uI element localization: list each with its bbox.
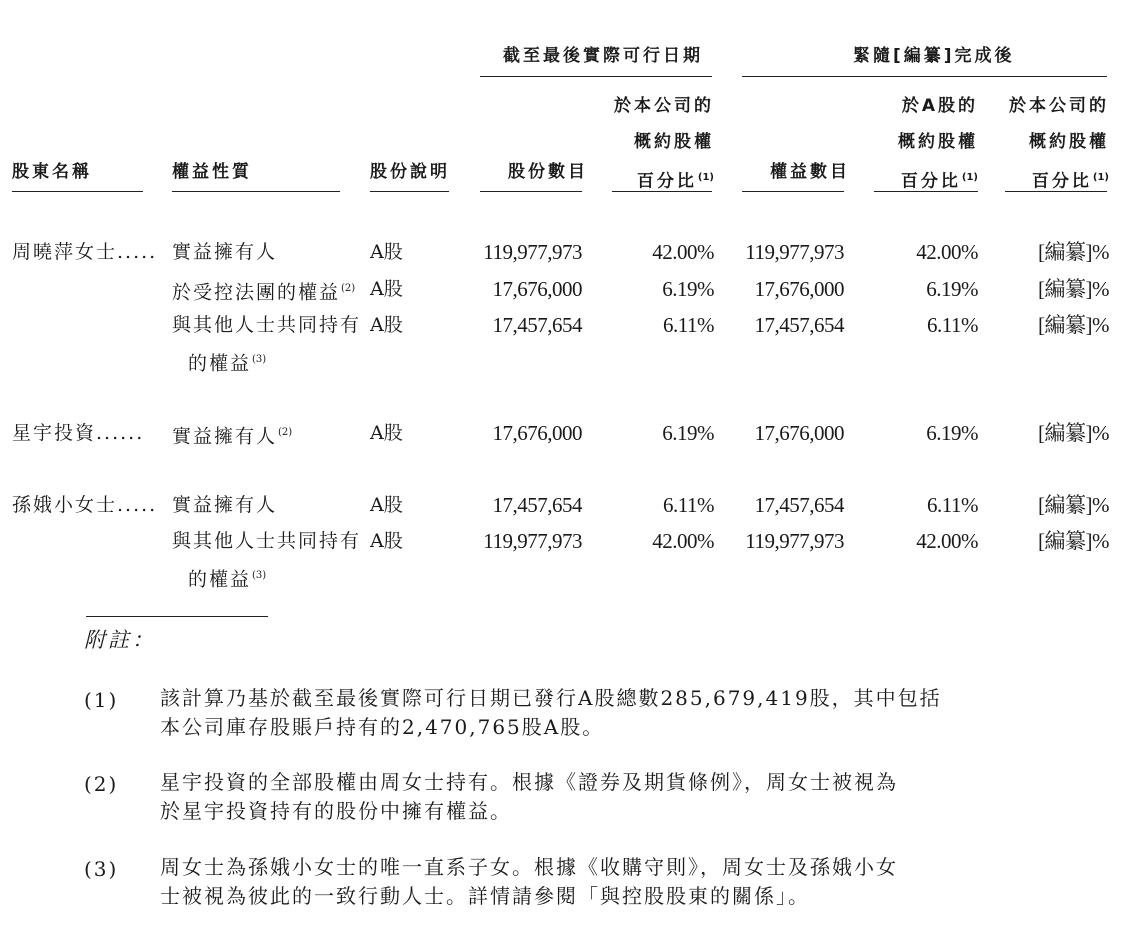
shares-count: 17,676,000: [492, 421, 582, 445]
column-rule-pct-company-1: [612, 191, 712, 192]
shares-count: 17,676,000: [492, 277, 582, 301]
interest-count: 17,676,000: [754, 421, 844, 445]
group-header-after-completion: 緊隨[編纂]完成後: [853, 46, 1015, 66]
share-description: A股: [370, 422, 403, 444]
column-header-nature: 權益性質: [172, 162, 252, 182]
note-text-line: 該計算乃基於截至最後實際可行日期已發行A股總數285,679,419股，其中包括: [160, 686, 942, 710]
column-rule-interest: [742, 191, 844, 192]
interest-count: 119,977,973: [745, 529, 844, 553]
pct-company-latest: 6.11%: [663, 313, 714, 337]
share-description: A股: [370, 241, 403, 263]
column-header-pct-a-shares: 於A股的 概約股權 百分比$^{(1)}$: [898, 96, 978, 192]
pct-company-latest: 42.00%: [652, 240, 714, 264]
interest-count: 17,457,654: [754, 313, 844, 337]
group-header-latest-date: 截至最後實際可行日期: [503, 46, 703, 66]
column-header-interest: 權益數目: [770, 162, 850, 182]
column-rule-shares: [480, 191, 582, 192]
pct-a-shares: 6.11%: [927, 313, 978, 337]
pct-company-after: [編纂]%: [1038, 277, 1109, 301]
note-text-line: 星宇投資的全部股權由周女士持有。根據《證券及期貨條例》，周女士被視為: [160, 770, 898, 794]
shares-count: 17,457,654: [492, 313, 582, 337]
pct-a-shares: 6.19%: [926, 277, 978, 301]
pct-a-shares: 6.11%: [927, 493, 978, 517]
shares-count: 119,977,973: [483, 240, 582, 264]
interest-nature: 實益擁有人: [172, 241, 278, 263]
shares-count: 17,457,654: [492, 493, 582, 517]
group-rule-after-completion: [742, 76, 1107, 77]
shares-count: 119,977,973: [483, 529, 582, 553]
column-rule-pct-company-2: [1005, 191, 1107, 192]
pct-a-shares: 6.19%: [926, 421, 978, 445]
group-rule-latest-date: [480, 76, 712, 77]
notes-separator: [86, 616, 268, 617]
pct-company-after: [編纂]%: [1038, 493, 1109, 517]
column-rule-nature: [172, 191, 340, 192]
interest-count: 119,977,973: [745, 240, 844, 264]
note-number: (2): [84, 772, 119, 796]
pct-company-latest: 6.11%: [663, 493, 714, 517]
interest-nature: 實益擁有人$^{(2)}$: [172, 425, 293, 448]
interest-count: 17,457,654: [754, 493, 844, 517]
pct-company-after: [編纂]%: [1038, 313, 1109, 337]
column-header-name: 股東名稱: [12, 162, 92, 182]
column-rule-name: [12, 191, 143, 192]
note-text-line: 於星宇投資持有的股份中擁有權益。: [160, 799, 512, 823]
shareholder-name: 星宇投資......: [12, 422, 145, 444]
interest-nature: 實益擁有人: [172, 494, 278, 516]
share-description: A股: [370, 278, 403, 300]
column-rule-desc: [370, 191, 449, 192]
note-text-line: 本公司庫存股賬戶持有的2,470,765股A股。: [160, 715, 605, 739]
interest-nature: 與其他人士共同持有: [172, 530, 362, 552]
column-header-desc: 股份說明: [370, 162, 450, 182]
interest-nature-continued: 的權益$^{(3)}$: [188, 352, 267, 375]
note-text-line: 周女士為孫娥小女士的唯一直系子女。根據《收購守則》，周女士及孫娥小女: [160, 855, 898, 879]
interest-count: 17,676,000: [754, 277, 844, 301]
interest-nature: 於受控法團的權益$^{(2)}$: [172, 281, 356, 304]
pct-company-after: [編纂]%: [1038, 421, 1109, 445]
pct-company-after: [編纂]%: [1038, 529, 1109, 553]
column-header-pct-company-1: 於本公司的 概約股權 百分比$^{(1)}$: [614, 96, 714, 192]
pct-a-shares: 42.00%: [916, 529, 978, 553]
column-header-shares: 股份數目: [508, 162, 588, 182]
share-description: A股: [370, 530, 403, 552]
pct-company-after: [編纂]%: [1038, 240, 1109, 264]
pct-company-latest: 6.19%: [662, 277, 714, 301]
interest-nature-continued: 的權益$^{(3)}$: [188, 568, 267, 591]
shareholder-name: 孫娥小女士.....: [12, 494, 158, 516]
pct-company-latest: 42.00%: [652, 529, 714, 553]
note-number: (3): [84, 857, 119, 881]
column-rule-pct-a-shares: [874, 191, 978, 192]
shareholder-name: 周曉萍女士.....: [12, 241, 158, 263]
note-number: (1): [84, 688, 119, 712]
interest-nature: 與其他人士共同持有: [172, 314, 362, 336]
share-description: A股: [370, 314, 403, 336]
column-header-pct-company-2: 於本公司的 概約股權 百分比$^{(1)}$: [1009, 96, 1109, 192]
share-description: A股: [370, 494, 403, 516]
notes-heading: 附註：: [84, 628, 156, 652]
pct-a-shares: 42.00%: [916, 240, 978, 264]
pct-company-latest: 6.19%: [662, 421, 714, 445]
note-text-line: 士被視為彼此的一致行動人士。詳情請參閱「與控股股東的關係」。: [160, 884, 810, 908]
